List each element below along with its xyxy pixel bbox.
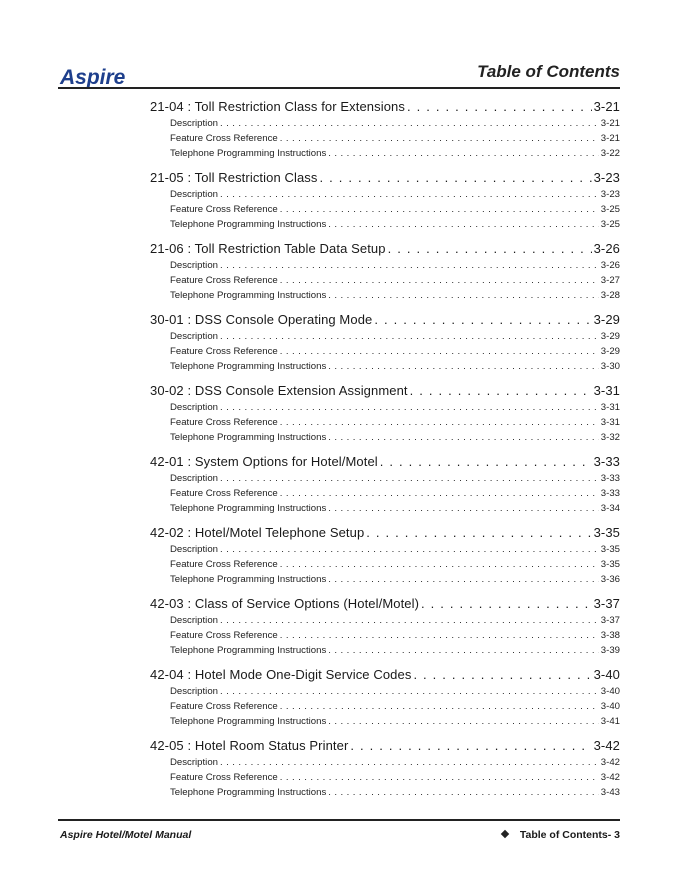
toc-entry <box>150 170 620 234</box>
toc-subentry[interactable] <box>150 133 620 148</box>
dot-leader <box>220 544 599 555</box>
toc-entry-page: 3-23 <box>593 170 620 185</box>
toc-entry-page: 3-21 <box>593 99 620 114</box>
toc-subentry-page: 3-35 <box>600 559 620 570</box>
toc-subentry-label: Description <box>170 544 218 555</box>
toc-subentry[interactable] <box>150 757 620 772</box>
toc-entry-title: 30-02 : DSS Console Extension Assignment <box>150 383 408 398</box>
toc-subentry-label: Feature Cross Reference <box>170 204 278 215</box>
toc-subentry[interactable] <box>150 787 620 802</box>
dot-leader <box>350 738 591 753</box>
toc-entry-title-row[interactable] <box>150 525 620 544</box>
toc-subentry[interactable] <box>150 290 620 305</box>
footer-rule <box>58 819 620 821</box>
toc-subentry-label: Telephone Programming Instructions <box>170 361 327 372</box>
footer-manual-title: Aspire Hotel/Motel Manual <box>60 829 192 841</box>
dot-leader <box>280 204 599 215</box>
toc-entry-page: 3-35 <box>593 525 620 540</box>
toc-entry <box>150 99 620 163</box>
toc-subentry[interactable] <box>150 772 620 787</box>
dot-leader <box>328 219 599 230</box>
dot-leader <box>220 757 599 768</box>
toc-subentry[interactable] <box>150 204 620 219</box>
toc-subentry-page: 3-41 <box>600 716 620 727</box>
toc-entry-page: 3-26 <box>593 241 620 256</box>
toc-subentry-page: 3-25 <box>600 204 620 215</box>
dot-leader <box>328 503 599 514</box>
dot-leader <box>421 596 592 611</box>
toc-subentry-label: Description <box>170 118 218 129</box>
header-rule <box>58 87 620 89</box>
dot-leader <box>413 667 591 682</box>
toc-subentry[interactable] <box>150 432 620 447</box>
toc-subentry[interactable] <box>150 148 620 163</box>
toc-entry-title: 21-05 : Toll Restriction Class <box>150 170 318 185</box>
toc-subentry-page: 3-37 <box>600 615 620 626</box>
toc-entry-page: 3-29 <box>593 312 620 327</box>
dot-leader <box>328 645 599 656</box>
toc-subentry-page: 3-26 <box>600 260 620 271</box>
dot-leader <box>280 275 599 286</box>
dot-leader <box>388 241 592 256</box>
toc-entry-title: 42-05 : Hotel Room Status Printer <box>150 738 349 753</box>
toc-subentry[interactable] <box>150 331 620 346</box>
svg-text:Aspire: Aspire <box>60 66 126 89</box>
dot-leader <box>410 383 592 398</box>
diamond-icon <box>501 830 509 838</box>
toc-subentry-page: 3-38 <box>600 630 620 641</box>
dot-leader <box>220 473 599 484</box>
toc-entry-title: 21-06 : Toll Restriction Table Data Setup <box>150 241 386 256</box>
toc-subentry-page: 3-34 <box>600 503 620 514</box>
toc-subentry[interactable] <box>150 686 620 701</box>
toc-subentry[interactable] <box>150 544 620 559</box>
dot-leader <box>328 716 599 727</box>
toc-entry <box>150 454 620 518</box>
toc-entry <box>150 596 620 660</box>
toc-subentry[interactable] <box>150 361 620 376</box>
toc-subentry[interactable] <box>150 118 620 133</box>
dot-leader <box>280 488 599 499</box>
dot-leader <box>220 189 599 200</box>
toc-entry-title: 42-04 : Hotel Mode One-Digit Service Codes <box>150 667 412 682</box>
toc-entry-title: 42-02 : Hotel/Motel Telephone Setup <box>150 525 365 540</box>
toc-subentry-label: Telephone Programming Instructions <box>170 290 327 301</box>
toc-entry <box>150 738 620 802</box>
toc-subentry[interactable] <box>150 275 620 290</box>
dot-leader <box>366 525 591 540</box>
dot-leader <box>328 148 599 159</box>
dot-leader <box>280 559 599 570</box>
toc-entry-page: 3-40 <box>593 667 620 682</box>
dot-leader <box>280 346 599 357</box>
toc-subentry-page: 3-23 <box>600 189 620 200</box>
dot-leader <box>407 99 592 114</box>
toc-subentry[interactable] <box>150 701 620 716</box>
toc-subentry-label: Telephone Programming Instructions <box>170 787 327 798</box>
toc-subentry-label: Description <box>170 473 218 484</box>
toc-subentry-page: 3-27 <box>600 275 620 286</box>
dot-leader <box>220 615 599 626</box>
dot-leader <box>220 686 599 697</box>
dot-leader <box>328 432 599 443</box>
toc-subentry-label: Feature Cross Reference <box>170 417 278 428</box>
toc-subentry-page: 3-43 <box>600 787 620 798</box>
toc-subentry-label: Description <box>170 260 218 271</box>
toc-entry-title: 42-03 : Class of Service Options (Hotel/Motel) <box>150 596 420 611</box>
toc-entry-title-row[interactable] <box>150 312 620 331</box>
toc-subentry-label: Telephone Programming Instructions <box>170 645 327 656</box>
toc-subentry[interactable] <box>150 402 620 417</box>
dot-leader <box>220 118 599 129</box>
toc-entry <box>150 383 620 447</box>
dot-leader <box>328 361 599 372</box>
dot-leader <box>220 331 599 342</box>
toc-subentry-page: 3-35 <box>600 544 620 555</box>
toc-subentry-label: Feature Cross Reference <box>170 133 278 144</box>
toc-subentry[interactable] <box>150 473 620 488</box>
toc-subentry-label: Description <box>170 331 218 342</box>
toc-entry <box>150 312 620 376</box>
toc-subentry-label: Feature Cross Reference <box>170 630 278 641</box>
toc-subentry-page: 3-22 <box>600 148 620 159</box>
toc-subentry-label: Feature Cross Reference <box>170 346 278 357</box>
toc-subentry[interactable] <box>150 559 620 574</box>
toc-subentry-page: 3-29 <box>600 346 620 357</box>
toc-subentry-page: 3-21 <box>600 133 620 144</box>
dot-leader <box>280 417 599 428</box>
toc-subentry-label: Telephone Programming Instructions <box>170 716 327 727</box>
toc-subentry[interactable] <box>150 189 620 204</box>
toc-entry <box>150 667 620 731</box>
toc-subentry-label: Feature Cross Reference <box>170 701 278 712</box>
toc-entry-page: 3-31 <box>593 383 620 398</box>
toc-subentry-label: Description <box>170 615 218 626</box>
toc-subentry-label: Feature Cross Reference <box>170 275 278 286</box>
toc-list <box>150 99 620 809</box>
toc-subentry-page: 3-39 <box>600 645 620 656</box>
dot-leader <box>280 630 599 641</box>
toc-entry-page: 3-33 <box>593 454 620 469</box>
dot-leader <box>328 787 599 798</box>
toc-subentry-page: 3-42 <box>600 772 620 783</box>
toc-subentry[interactable] <box>150 219 620 234</box>
toc-subentry[interactable] <box>150 260 620 275</box>
toc-subentry-label: Description <box>170 402 218 413</box>
toc-subentry-page: 3-32 <box>600 432 620 443</box>
toc-subentry-page: 3-29 <box>600 331 620 342</box>
toc-subentry-page: 3-36 <box>600 574 620 585</box>
dot-leader <box>280 133 599 144</box>
toc-subentry-label: Telephone Programming Instructions <box>170 503 327 514</box>
toc-subentry-page: 3-33 <box>600 473 620 484</box>
toc-subentry-label: Feature Cross Reference <box>170 772 278 783</box>
dot-leader <box>280 772 599 783</box>
toc-subentry-label: Telephone Programming Instructions <box>170 432 327 443</box>
toc-subentry[interactable] <box>150 488 620 503</box>
dot-leader <box>320 170 592 185</box>
toc-subentry-page: 3-40 <box>600 701 620 712</box>
toc-subentry-page: 3-25 <box>600 219 620 230</box>
toc-entry-title-row[interactable] <box>150 596 620 615</box>
toc-entry <box>150 525 620 589</box>
dot-leader <box>374 312 591 327</box>
dot-leader <box>280 701 599 712</box>
toc-entry-title-row[interactable] <box>150 667 620 686</box>
toc-subentry-page: 3-42 <box>600 757 620 768</box>
dot-leader <box>328 290 599 301</box>
toc-entry-title-row[interactable] <box>150 383 620 402</box>
toc-subentry-page: 3-21 <box>600 118 620 129</box>
toc-subentry[interactable] <box>150 574 620 589</box>
toc-entry-page: 3-37 <box>593 596 620 611</box>
dot-leader <box>220 402 599 413</box>
toc-entry-title-row[interactable] <box>150 454 620 473</box>
dot-leader <box>220 260 599 271</box>
toc-entry-page: 3-42 <box>593 738 620 753</box>
toc-subentry[interactable] <box>150 417 620 432</box>
toc-subentry-label: Telephone Programming Instructions <box>170 574 327 585</box>
toc-subentry-label: Feature Cross Reference <box>170 559 278 570</box>
toc-subentry-page: 3-30 <box>600 361 620 372</box>
toc-subentry-page: 3-33 <box>600 488 620 499</box>
toc-subentry[interactable] <box>150 615 620 630</box>
toc-subentry-label: Telephone Programming Instructions <box>170 148 327 159</box>
toc-subentry-label: Feature Cross Reference <box>170 488 278 499</box>
toc-subentry-label: Description <box>170 686 218 697</box>
toc-subentry-page: 3-31 <box>600 417 620 428</box>
toc-subentry[interactable] <box>150 346 620 361</box>
toc-entry-title-row[interactable] <box>150 99 620 118</box>
page-title: Table of Contents <box>477 62 620 81</box>
toc-entry-title: 21-04 : Toll Restriction Class for Extensions <box>150 99 405 114</box>
toc-entry-title-row[interactable] <box>150 170 620 189</box>
toc-entry <box>150 241 620 305</box>
dot-leader <box>328 574 599 585</box>
toc-subentry-label: Description <box>170 189 218 200</box>
dot-leader <box>380 454 592 469</box>
toc-subentry-page: 3-40 <box>600 686 620 697</box>
toc-subentry[interactable] <box>150 503 620 518</box>
toc-entry-title-row[interactable] <box>150 738 620 757</box>
toc-subentry[interactable] <box>150 645 620 660</box>
toc-subentry-page: 3-31 <box>600 402 620 413</box>
toc-subentry-label: Description <box>170 757 218 768</box>
footer-page-label <box>502 829 620 841</box>
toc-subentry-label: Telephone Programming Instructions <box>170 219 327 230</box>
toc-entry-title: 42-01 : System Options for Hotel/Motel <box>150 454 378 469</box>
toc-entry-title-row[interactable] <box>150 241 620 260</box>
toc-subentry-page: 3-28 <box>600 290 620 301</box>
footer-page-text: Table of Contents- 3 <box>519 829 620 841</box>
toc-entry-title: 30-01 : DSS Console Operating Mode <box>150 312 373 327</box>
toc-subentry[interactable] <box>150 716 620 731</box>
toc-subentry[interactable] <box>150 630 620 645</box>
